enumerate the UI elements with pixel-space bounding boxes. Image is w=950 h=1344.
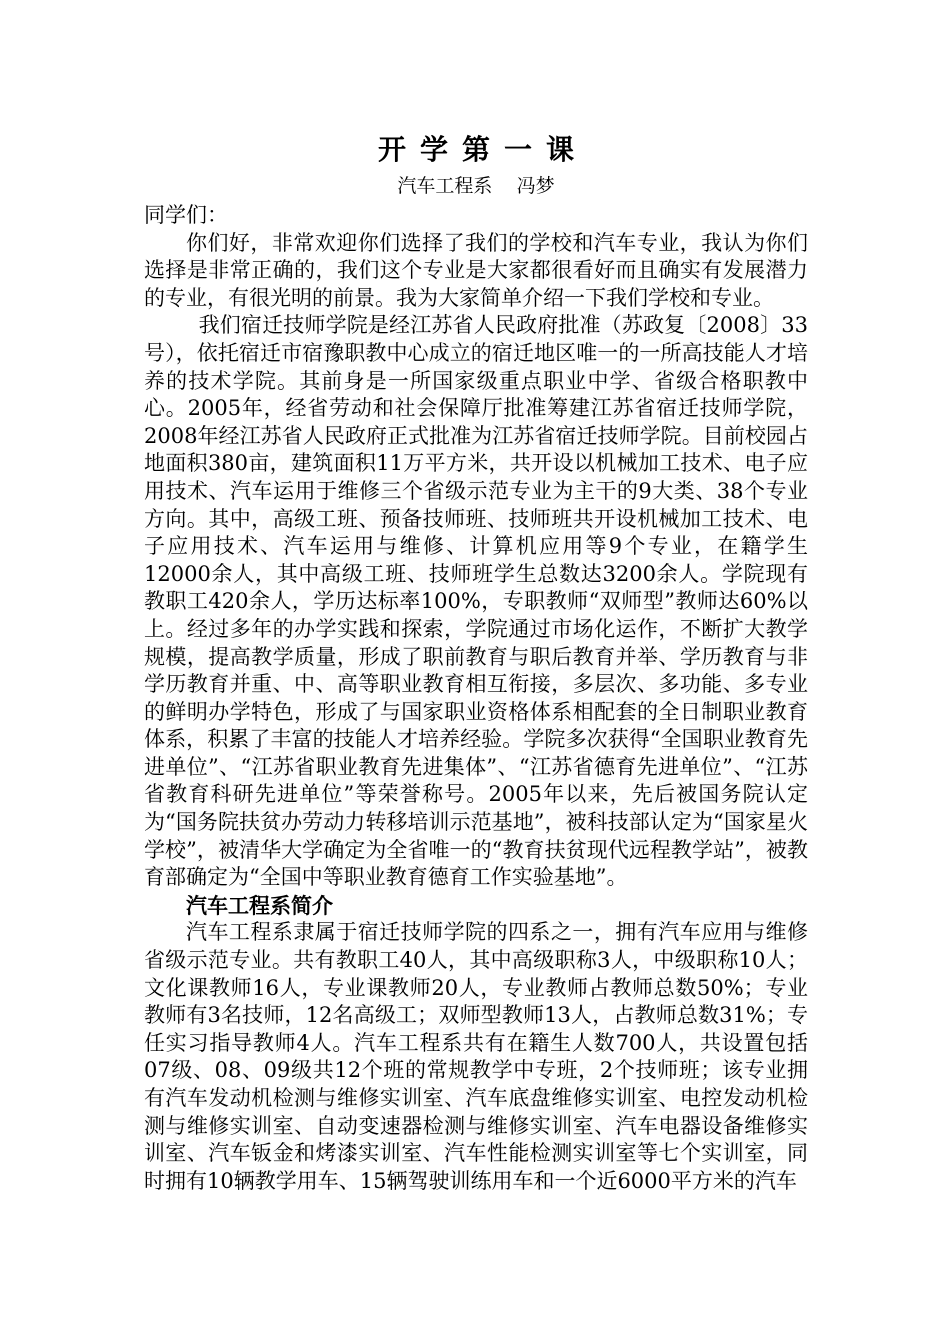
- document-page: [144, 128, 808, 1195]
- paragraph-school-intro: 我们宿迁技师学院是经江苏省人民政府批准（苏政复〔2008〕33号），依托宿迁市宿豫职教中心成立的宿迁地区唯一的一所高技能人才培养的技术学院。其前身是一所国家级重点职业中学、省级合格职教中心。2005年，经省劳动和社会保障厅批准筹建江苏省宿迁技师学院，2008年经江苏省人民政府正式批准为江苏省宿迁技师学院。目前校园占地面积380亩，建筑面积11万平方米，共开设以机械加工技术、电子应用技术、汽车运用于维修三个省级示范专业为主干的9大类、38个专业方向。其中，高级工班、预备技师班、技师班共开设机械加工技术、电子应用技术、汽车运用与维修、计算机应用等9个专业，在籍学生12000余人，其中高级工班、技师班学生总数达3200余人。学院现有教职工420余人，学历达标率100%，专职教师“双师型”教师达60%以上。经过多年的办学实践和探索，学院通过市场化运作，不断扩大教学规模，提高教学质量，形成了职前教育与职后教育并举、学历教育与非学历教育并重、中、高等职业教育相互衔接，多层次、多功能、多专业的鲜明办学特色，形成了与国家职业资格体系相配套的全日制职业教育体系，积累了丰富的技能人才培养经验。学院多次获得“全国职业教育先进单位”、“江苏省职业教育先进集体”、“江苏省德育先进单位”、“江苏省教育科研先进单位”等荣誉称号。2005年以来，先后被国务院认定为“国务院扶贫办劳动力转移培训示范基地”，被科技部认定为“国家星火学校”，被清华大学确定为全省唯一的“教育扶贫现代远程教学站”，被教育部确定为“全国中等职业教育德育工作实验基地”。: [144, 313, 808, 890]
- document-author: 汽车工程系 冯梦: [397, 175, 555, 197]
- section-heading: 汽车工程系简介: [186, 892, 333, 918]
- paragraph-department-intro: 汽车工程系隶属于宿迁技师学院的四系之一，拥有汽车应用与维修省级示范专业。共有教职工40人，其中高级职称3人，中级职称10人；文化课教师16人，专业课教师20人，专业教师占教师总数50%；专业教师有3名技师，12名高级工；双师型教师13人，占教师总数31%；专任实习指导教师4人。汽车工程系共有在籍生人数700人，共设置包括07级、08、09级共12个班的常规教学中专班，2个技师班；该专业拥有汽车发动机检测与维修实训室、汽车底盘维修实训室、电控发动机检测与维修实训室、自动变速器检测与维修实训室、汽车电器设备维修实训室、汽车钣金和烤漆实训室、汽车性能检测实训室等七个实训室，同时拥有10辆教学用车、15辆驾驶训练用车和一个近6000平方米的汽车: [144, 920, 808, 1193]
- document-title: 开学第一课: [377, 133, 588, 166]
- greeting: 同学们：: [144, 203, 228, 227]
- paragraph-welcome: 你们好，非常欢迎你们选择了我们的学校和汽车专业，我认为你们选择是非常正确的，我们这个专业是大家都很看好而且确实有发展潜力的专业，有很光明的前景。我为大家简单介绍一下我们学校和专业。: [144, 230, 808, 310]
